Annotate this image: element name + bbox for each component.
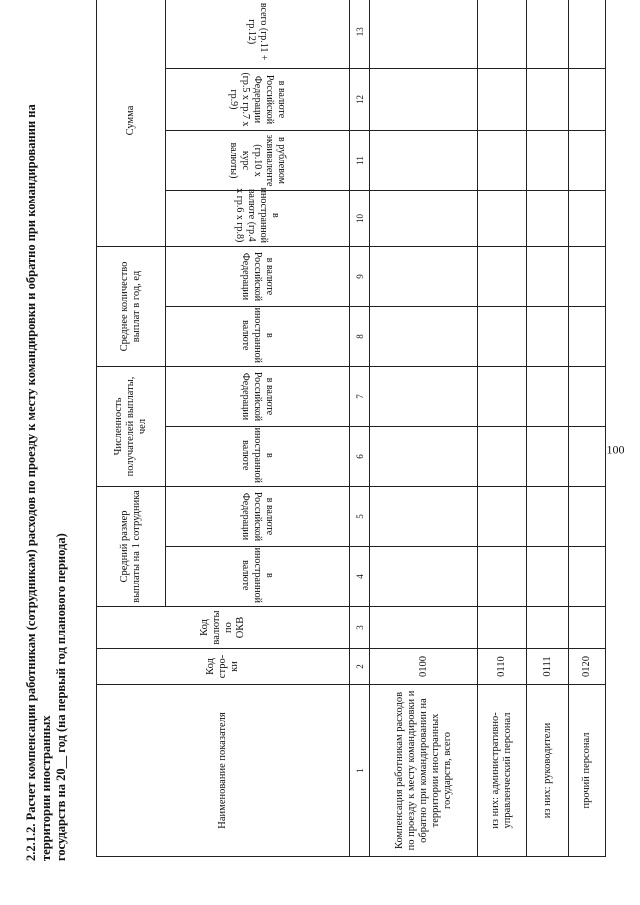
header-col9: в валюте Российской Федерации: [165, 246, 349, 306]
colnum-8: 8: [349, 306, 370, 366]
header-col4: в иностранной валюте: [165, 547, 349, 607]
header-col13: всего (гр.11 + гр.12): [165, 0, 349, 68]
header-col6: в иностранной валюте: [165, 427, 349, 487]
header-name: Наименование показателя: [97, 685, 350, 857]
row-name: прочий персонал: [569, 685, 606, 857]
header-sum: Сумма: [97, 0, 166, 246]
row-name: из них: руководители: [527, 685, 569, 857]
header-avg-payment: Средний размер выплаты на 1 сотрудника: [97, 487, 166, 607]
row-code: 0110: [478, 649, 527, 685]
colnum-7: 7: [349, 366, 370, 426]
table-row: [569, 0, 606, 857]
page-number: 100: [606, 442, 625, 457]
page-title: [24, 61, 69, 861]
title-line-1: 2.2.1.2. Расчет компенсации работникам (сотрудникам) расходов по проезду к месту командировки и обратно при командировании на территории иностранных: [24, 104, 53, 861]
header-col5: в валюте Российской Федерации: [165, 487, 349, 547]
header-row-1: [97, 0, 166, 857]
colnum-5: 5: [349, 487, 370, 547]
row-name: Компенсация работникам расходов по проезду к месту командировки и обратно при командировании на территории иностранных государств, всего: [370, 685, 478, 857]
header-col11: в рублевом эквиваленте (гр.10 х курс валюты): [165, 130, 349, 190]
row-code: 0100: [370, 649, 478, 685]
header-col12: в валюте Российской Федерации (гр.5 х гр.7 х гр.9): [165, 68, 349, 130]
row-code: 0120: [569, 649, 606, 685]
colnum-6: 6: [349, 427, 370, 487]
header-col7: в валюте Российской Федерации: [165, 366, 349, 426]
colnum-2: 2: [349, 649, 370, 685]
row-name: из них: административно-управленческий персонал: [478, 685, 527, 857]
header-col10: в иностранной валюте (гр.4 х гр.6 х гр.8): [165, 190, 349, 246]
table-row: [370, 0, 478, 857]
colnum-1: 1: [349, 685, 370, 857]
colnum-9: 9: [349, 246, 370, 306]
colnum-4: 4: [349, 547, 370, 607]
colnum-10: 10: [349, 190, 370, 246]
table-row: [478, 0, 527, 857]
colnum-12: 12: [349, 68, 370, 130]
table-row: [527, 0, 569, 857]
colnum-13: 13: [349, 0, 370, 68]
calculation-table: [96, 0, 606, 857]
column-number-row: [349, 0, 370, 857]
header-code-line: Код стро- ки: [97, 649, 350, 685]
colnum-3: 3: [349, 607, 370, 649]
row-code: 0111: [527, 649, 569, 685]
colnum-11: 11: [349, 130, 370, 190]
title-line-2: государств на 20__ год (на первый год планового периода): [54, 533, 68, 861]
header-headcount: Численность получателей выплаты, чел: [97, 366, 166, 486]
header-code-currency: Код валюты по ОКВ: [97, 607, 350, 649]
header-col8: в иностранной валюте: [165, 306, 349, 366]
header-avg-count: Среднее количество выплат в год, ед: [97, 246, 166, 366]
